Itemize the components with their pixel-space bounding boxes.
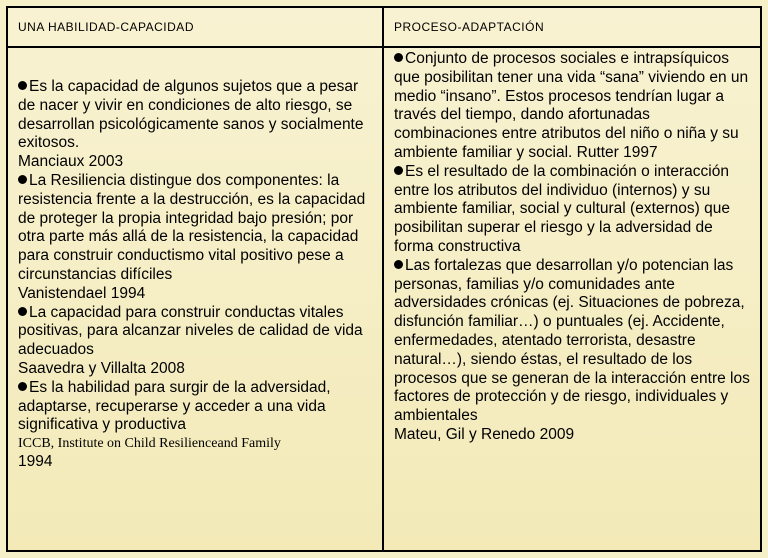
right-item-1-text: Conjunto de procesos sociales e intrapsíquicos que posibilitan tener una vida “sana” viviendo en un medio “insano”. Estos procesos tendrían lugar a través del tiempo, dando afortunadas combinaciones entre atributos del niño o niña y su ambiente familiar y social. Rutter 1997 [394,50,749,161]
left-item-1 [18,78,374,153]
bullet-icon [18,81,27,90]
bullet-icon [18,382,27,391]
left-item-2 [18,172,374,285]
left-item-4-cite-year: 1994 [18,453,53,471]
right-item-1 [394,50,752,163]
bullet-icon [18,175,27,184]
header-habilidad-capacidad [8,8,384,48]
left-item-3-text: La capacidad para construir conductas vitales positivas, para alcanzar niveles de calidad de vida adecuados [18,303,363,359]
right-item-3-cite: Mateu, Gil y Renedo 2009 [394,425,575,443]
left-item-4-text: Es la habilidad para surgir de la adversidad, adaptarse, recuperarse y acceder a una vida significativa y productiva [18,378,331,434]
comparison-table [6,6,762,552]
left-item-3-cite: Saavedra y Villalta 2008 [18,359,185,377]
bullet-icon [394,166,403,175]
right-item-3 [394,257,752,426]
header-proceso-adaptacion [384,8,760,48]
bullet-icon [394,53,403,62]
header-left-label: UNA HABILIDAD-CAPACIDAD [18,20,194,34]
right-item-2 [394,163,752,257]
left-item-2-text: La Resiliencia distingue dos componentes: la resistencia frente a la destrucción, es la capacidad de proteger la propia integridad bajo presión; por otra parte más allá de la resistencia, la capacidad para construir conductismo vital positivo pese a circunstancias difíciles [18,171,366,283]
left-column-content [8,48,384,550]
left-item-1-text: Es la capacidad de algunos sujetos que a pesar de nacer y vivir en condiciones de alto riesgo, se desarrollan psicológicamente sanos y socialmente exitosos. [18,78,364,152]
header-right-label: PROCESO-ADAPTACIÓN [394,20,545,34]
bullet-icon [18,307,27,316]
bullet-icon [394,260,403,269]
left-item-2-cite: Vanistendael 1994 [18,284,146,302]
right-column-content [384,48,760,550]
right-item-3-text: Las fortalezas que desarrollan y/o potencian las personas, familias y/o comunidades ante adversidades crónicas (ej. Situaciones de pobreza, disfunción familiar…) o puntuales (ej. Accidente, enfermedades, atentado terrorista, desastre natural…), siendo éstas, el resultado de los procesos que se generan de la interacción entre los factores de protección y de riesgo, individuales y ambientales [394,256,750,425]
right-item-2-text: Es el resultado de la combinación o interacción entre los atributos del individuo (internos) y su ambiente familiar, social y cultural (externos) que posibilitan superar el riesgo y la adversidad de forma constructiva [394,162,730,255]
left-item-4 [18,379,374,435]
left-item-3 [18,304,374,360]
left-item-1-cite: Manciaux 2003 [18,153,124,171]
left-item-4-cite-org: ICCB, Institute on Child Resilienceand Family [18,436,281,452]
